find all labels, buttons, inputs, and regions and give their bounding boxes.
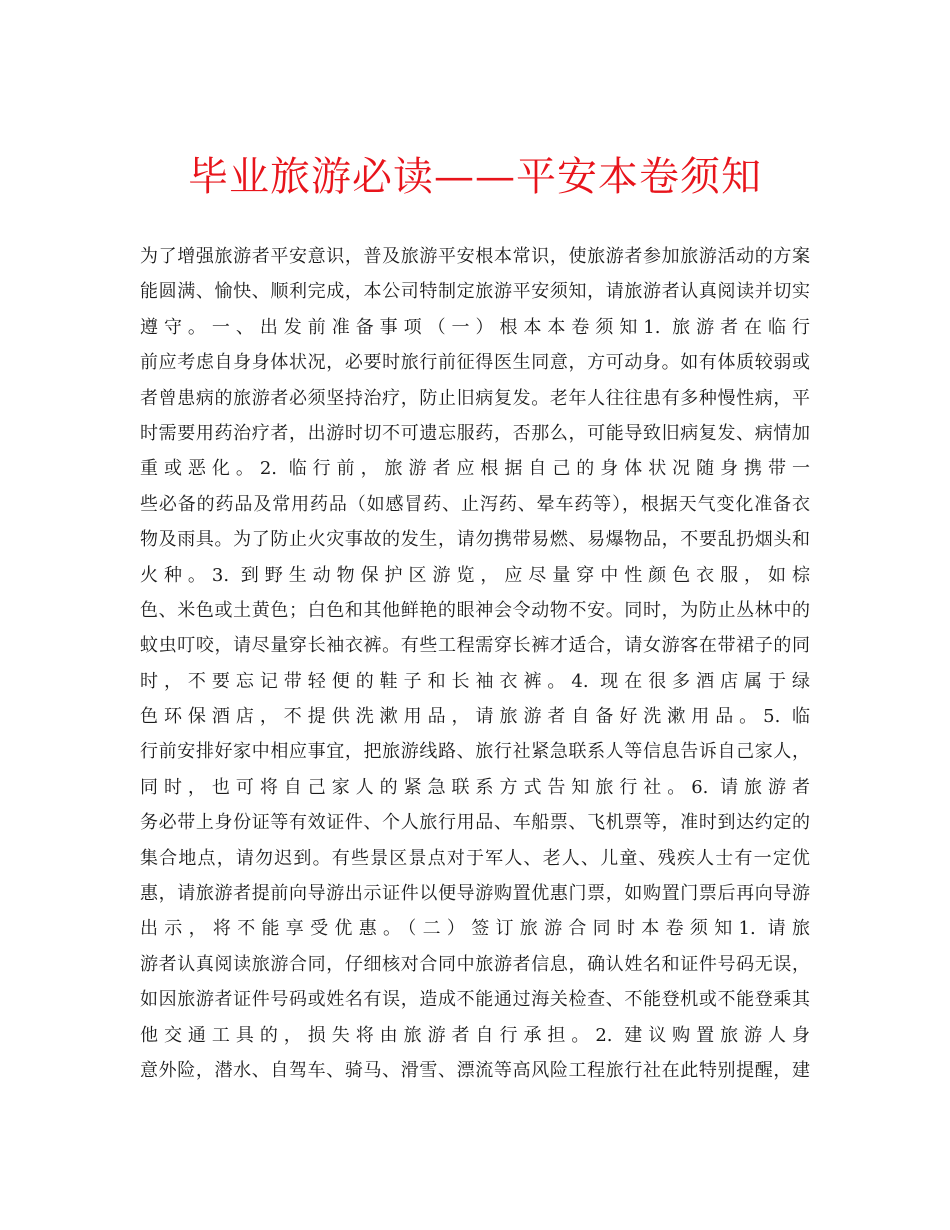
body-line: 时，不要忘记带轻便的鞋子和长袖衣裤。4. 现在很多酒店属于绿 [140, 670, 810, 692]
body-line: 行前安排好家中相应事宜，把旅游线路、旅行社紧急联系人等信息告诉自己家人， [140, 741, 810, 763]
body-line: 蚊虫叮咬，请尽量穿长袖衣裤。有些工程需穿长裤才适合，请女游客在带裙子的同 [140, 635, 810, 657]
body-line: 他交通工具的，损失将由旅游者自行承担。2. 建议购置旅游人身 [140, 1024, 810, 1046]
body-line: 重或恶化。2. 临行前，旅游者应根据自己的身体状况随身携带一 [140, 458, 810, 480]
body-line: 如因旅游者证件号码或姓名有误，造成不能通过海关检查、不能登机或不能登乘其 [140, 989, 810, 1011]
body-line: 火种。3. 到野生动物保护区游览，应尽量穿中性颜色衣服，如棕 [140, 564, 810, 586]
body-line: 惠，请旅游者提前向导游出示证件以便导游购置优惠门票，如购置门票后再向导游 [140, 883, 810, 905]
document-body [140, 239, 810, 1088]
body-line: 出示，将不能享受优惠。（二）签订旅游合同时本卷须知1. 请旅 [140, 918, 810, 940]
document-title: 毕业旅游必读——平安本卷须知 [188, 153, 762, 200]
body-line: 同时，也可将自己家人的紧急联系方式告知旅行社。6. 请旅游者 [140, 776, 810, 798]
body-line: 意外险，潜水、自驾车、骑马、滑雪、漂流等高风险工程旅行社在此特别提醒，建 [140, 1059, 810, 1081]
body-line: 色、米色或土黄色；白色和其他鲜艳的眼神会令动物不安。同时，为防止丛林中的 [140, 599, 810, 621]
body-line: 游者认真阅读旅游合同，仔细核对合同中旅游者信息，确认姓名和证件号码无误， [140, 953, 810, 975]
body-line: 者曾患病的旅游者必须坚持治疗，防止旧病复发。老年人往往患有多种慢性病，平 [140, 387, 810, 409]
body-line: 遵守。一、出发前准备事项（一）根本本卷须知1. 旅游者在临行 [140, 316, 810, 338]
body-line: 前应考虑自身身体状况，必要时旅行前征得医生同意，方可动身。如有体质较弱或 [140, 352, 810, 374]
body-line: 能圆满、愉快、顺利完成，本公司特制定旅游平安须知，请旅游者认真阅读并切实 [140, 281, 810, 303]
body-line: 色环保酒店，不提供洗漱用品，请旅游者自备好洗漱用品。5. 临 [140, 706, 810, 728]
body-line: 集合地点，请勿迟到。有些景区景点对于军人、老人、儿童、残疾人士有一定优 [140, 847, 810, 869]
body-line: 些必备的药品及常用药品（如感冒药、止泻药、晕车药等），根据天气变化准备衣 [140, 493, 810, 515]
body-line: 时需要用药治疗者，出游时切不可遗忘服药，否那么，可能导致旧病复发、病情加 [140, 422, 810, 444]
body-line: 为了增强旅游者平安意识，普及旅游平安根本常识，使旅游者参加旅游活动的方案 [140, 246, 810, 267]
body-line: 务必带上身份证等有效证件、个人旅行用品、车船票、飞机票等，准时到达约定的 [140, 812, 810, 834]
body-line: 物及雨具。为了防止火灾事故的发生，请勿携带易燃、易爆物品，不要乱扔烟头和 [140, 529, 810, 551]
